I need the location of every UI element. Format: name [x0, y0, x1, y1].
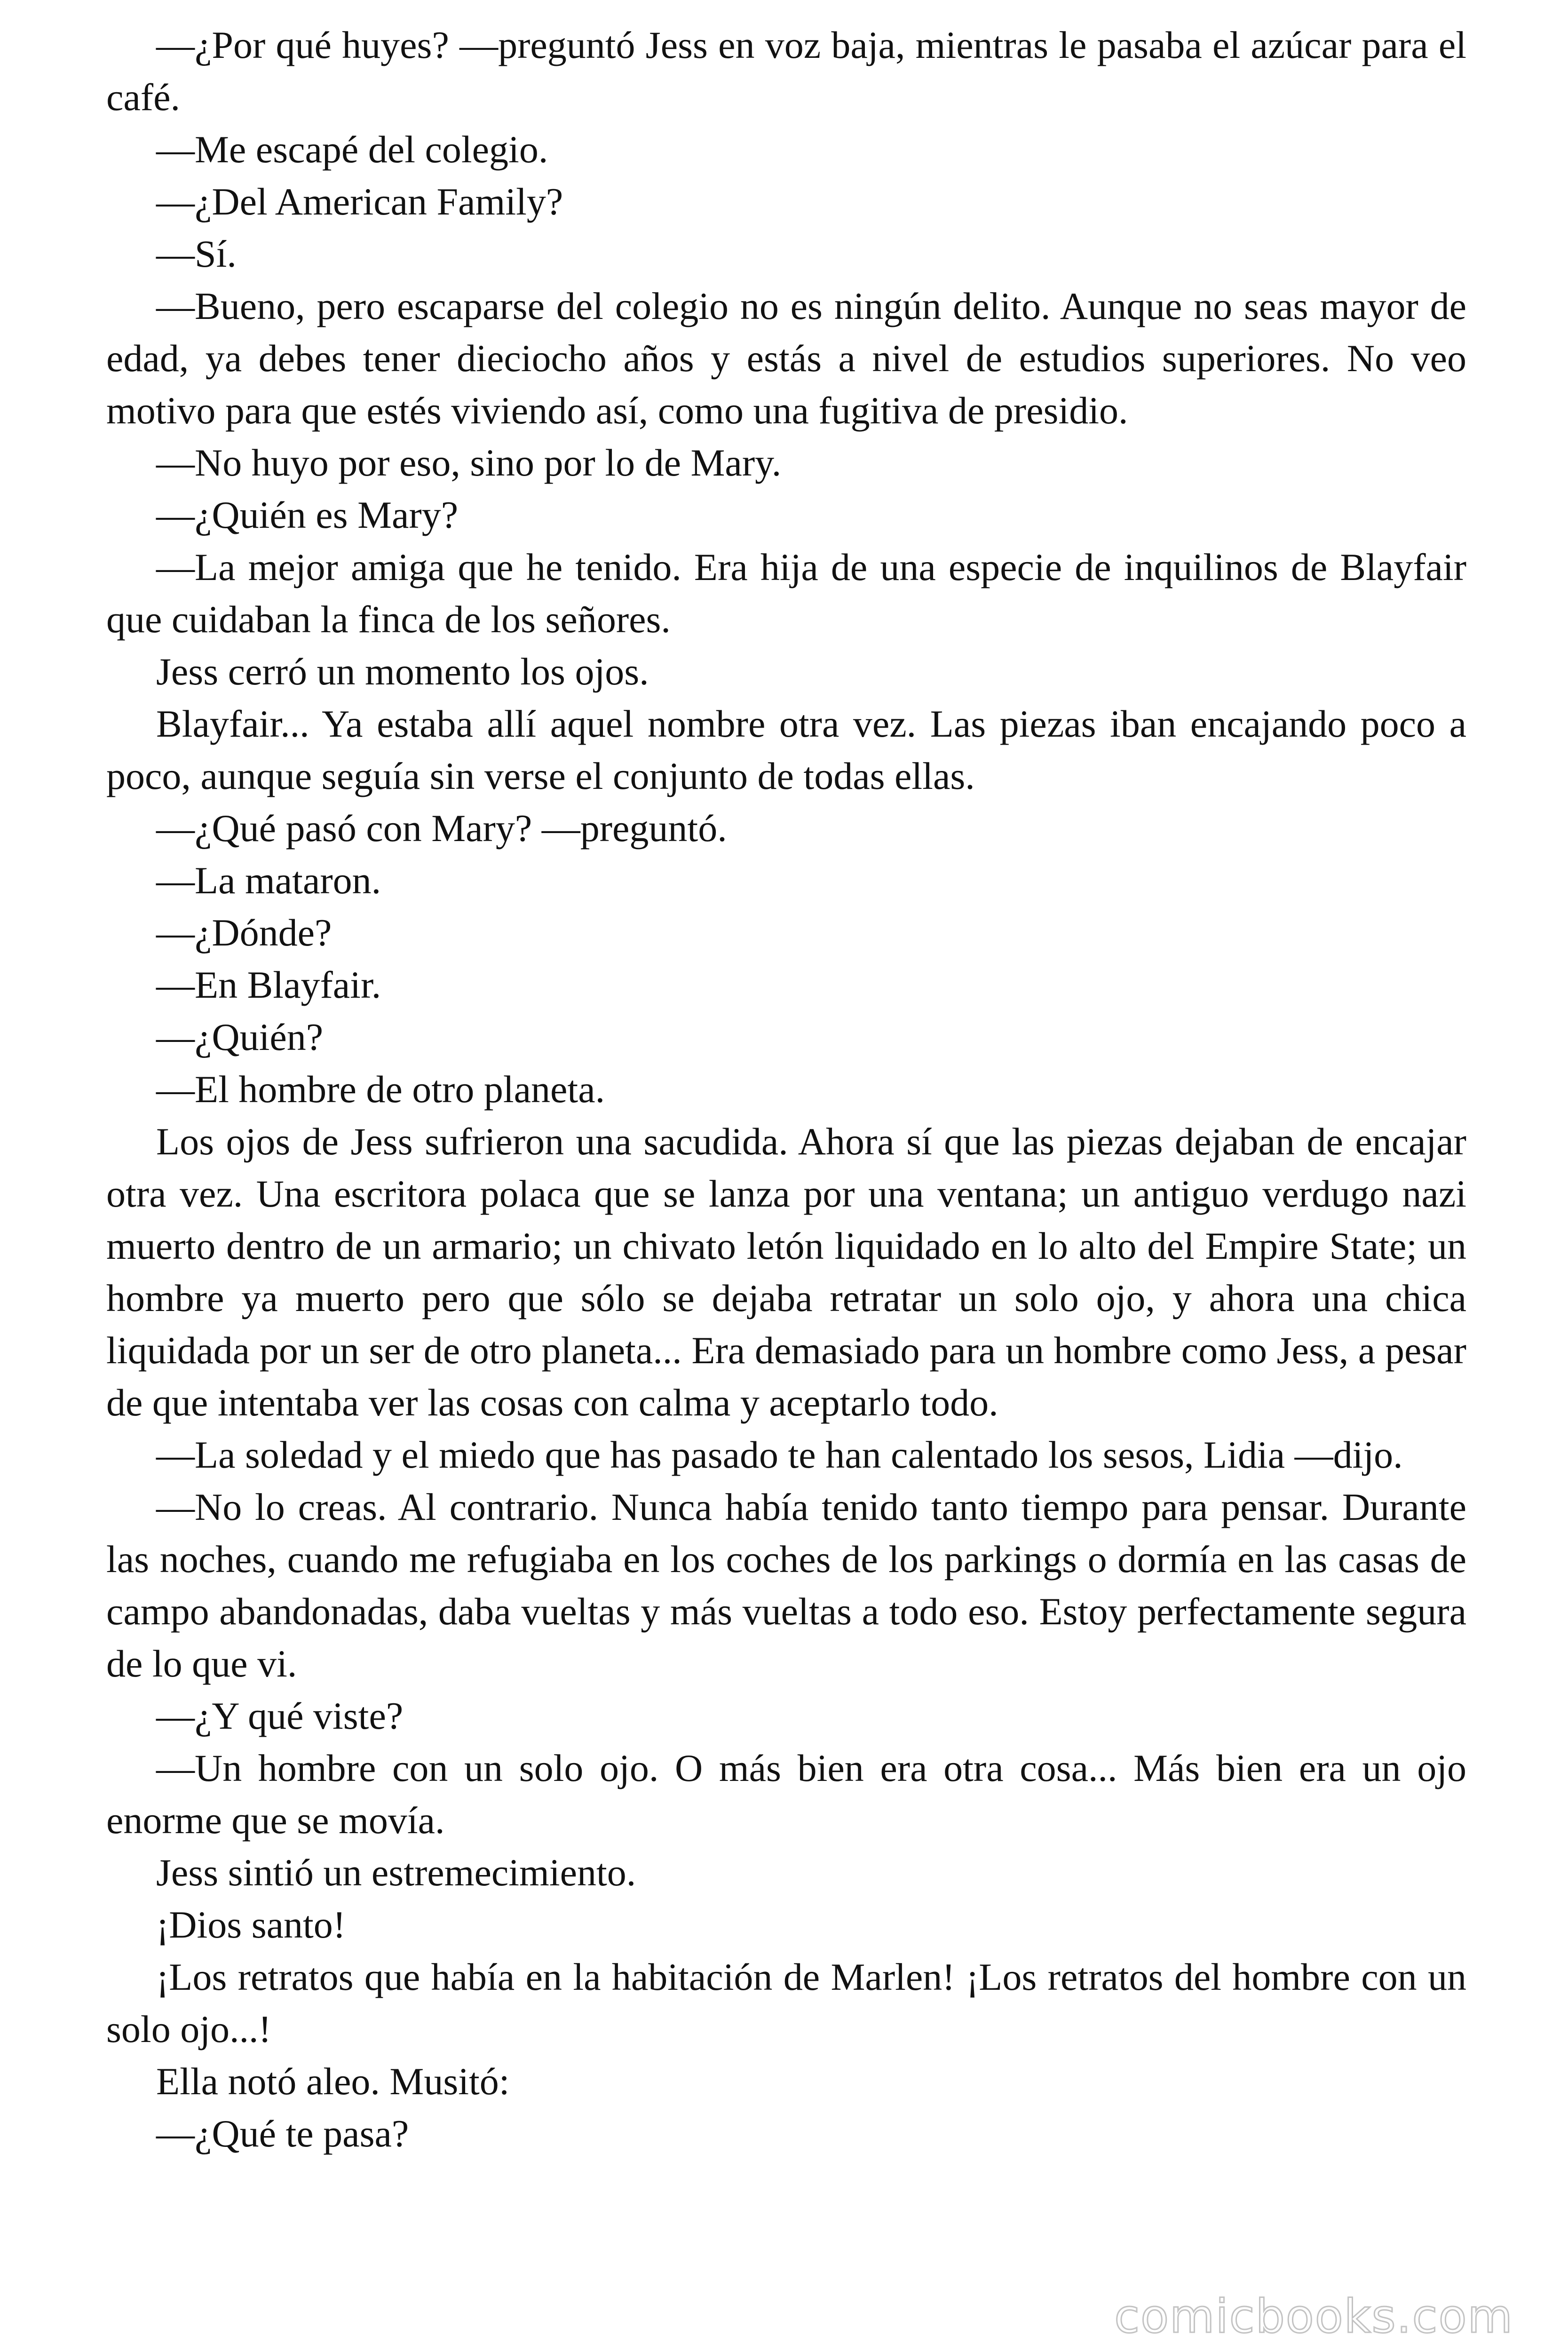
watermark: comicbooks.com — [1114, 2290, 1513, 2344]
paragraph-4: —Sí. — [156, 232, 237, 275]
paragraph-6: —No huyo por eso, sino por lo de Mary. — [156, 441, 782, 484]
paragraph-17: Los ojos de Jess sufrieron una sacudida. Ahora sí que las piezas dejaban de encajar otra vez. Una escritora polaca que se lanza por una ventana; un antiguo verdugo nazi muerto dentro de un armario; un chivato letón liquidado en lo alto del Empire State; un hombre ya muerto pero que sólo se dejaba retratar un solo ojo, y ahora una chica liquidada por un ser de otro planeta... Era demasiado para un hombre como Jess, a pesar de que intentaba ver las cosas con calma y aceptarlo todo. — [106, 1120, 1466, 1424]
paragraph-18: —La soledad y el miedo que has pasado te han calentado los sesos, Lidia —dijo. — [156, 1433, 1403, 1476]
paragraph-2: —Me escapé del colegio. — [156, 128, 548, 171]
paragraph-20: —¿Y qué viste? — [156, 1694, 404, 1737]
paragraph-5: —Bueno, pero escaparse del colegio no es ningún delito. Aunque no seas mayor de edad, ya debes tener dieciocho años y estás a nivel de estudios superiores. No veo motivo para que estés viviendo así, como una fugitiva de presidio. — [106, 285, 1466, 432]
paragraph-12: —La mataron. — [156, 859, 381, 902]
paragraph-15: —¿Quién? — [156, 1016, 324, 1058]
paragraph-22: Jess sintió un estremecimiento. — [156, 1851, 636, 1894]
paragraph-3: —¿Del American Family? — [156, 180, 563, 223]
paragraph-8: —La mejor amiga que he tenido. Era hija de una especie de inquilinos de Blayfair que cuidaban la finca de los señores. — [106, 546, 1466, 641]
paragraph-11: —¿Qué pasó con Mary? —preguntó. — [156, 807, 727, 850]
paragraph-1: —¿Por qué huyes? —preguntó Jess en voz baja, mientras le pasaba el azúcar para el café. — [106, 24, 1466, 119]
paragraph-23: ¡Dios santo! — [156, 1903, 346, 1946]
paragraph-25: Ella notó aleo. Musitó: — [156, 2060, 510, 2103]
paragraph-21: —Un hombre con un solo ojo. O más bien era otra cosa... Más bien era un ojo enorme que se movía. — [106, 1747, 1466, 1842]
paragraph-16: —El hombre de otro planeta. — [156, 1068, 605, 1111]
paragraph-14: —En Blayfair. — [156, 963, 381, 1006]
paragraph-26: —¿Qué te pasa? — [156, 2112, 409, 2155]
paragraph-24: ¡Los retratos que había en la habitación de Marlen! ¡Los retratos del hombre con un solo ojo...! — [106, 1955, 1466, 2050]
paragraph-13: —¿Dónde? — [156, 911, 332, 954]
paragraph-9: Jess cerró un momento los ojos. — [156, 650, 649, 693]
paragraph-10: Blayfair... Ya estaba allí aquel nombre otra vez. Las piezas iban encajando poco a poco, aunque seguía sin verse el conjunto de todas ellas. — [106, 702, 1466, 797]
page-text — [106, 19, 1466, 2160]
paragraph-19: —No lo creas. Al contrario. Nunca había tenido tanto tiempo para pensar. Durante las noches, cuando me refugiaba en los coches de los parkings o dormía en las casas de campo abandonadas, daba vueltas y más vueltas a todo eso. Estoy perfectamente segura de lo que vi. — [106, 1486, 1466, 1685]
paragraph-7: —¿Quién es Mary? — [156, 493, 459, 536]
